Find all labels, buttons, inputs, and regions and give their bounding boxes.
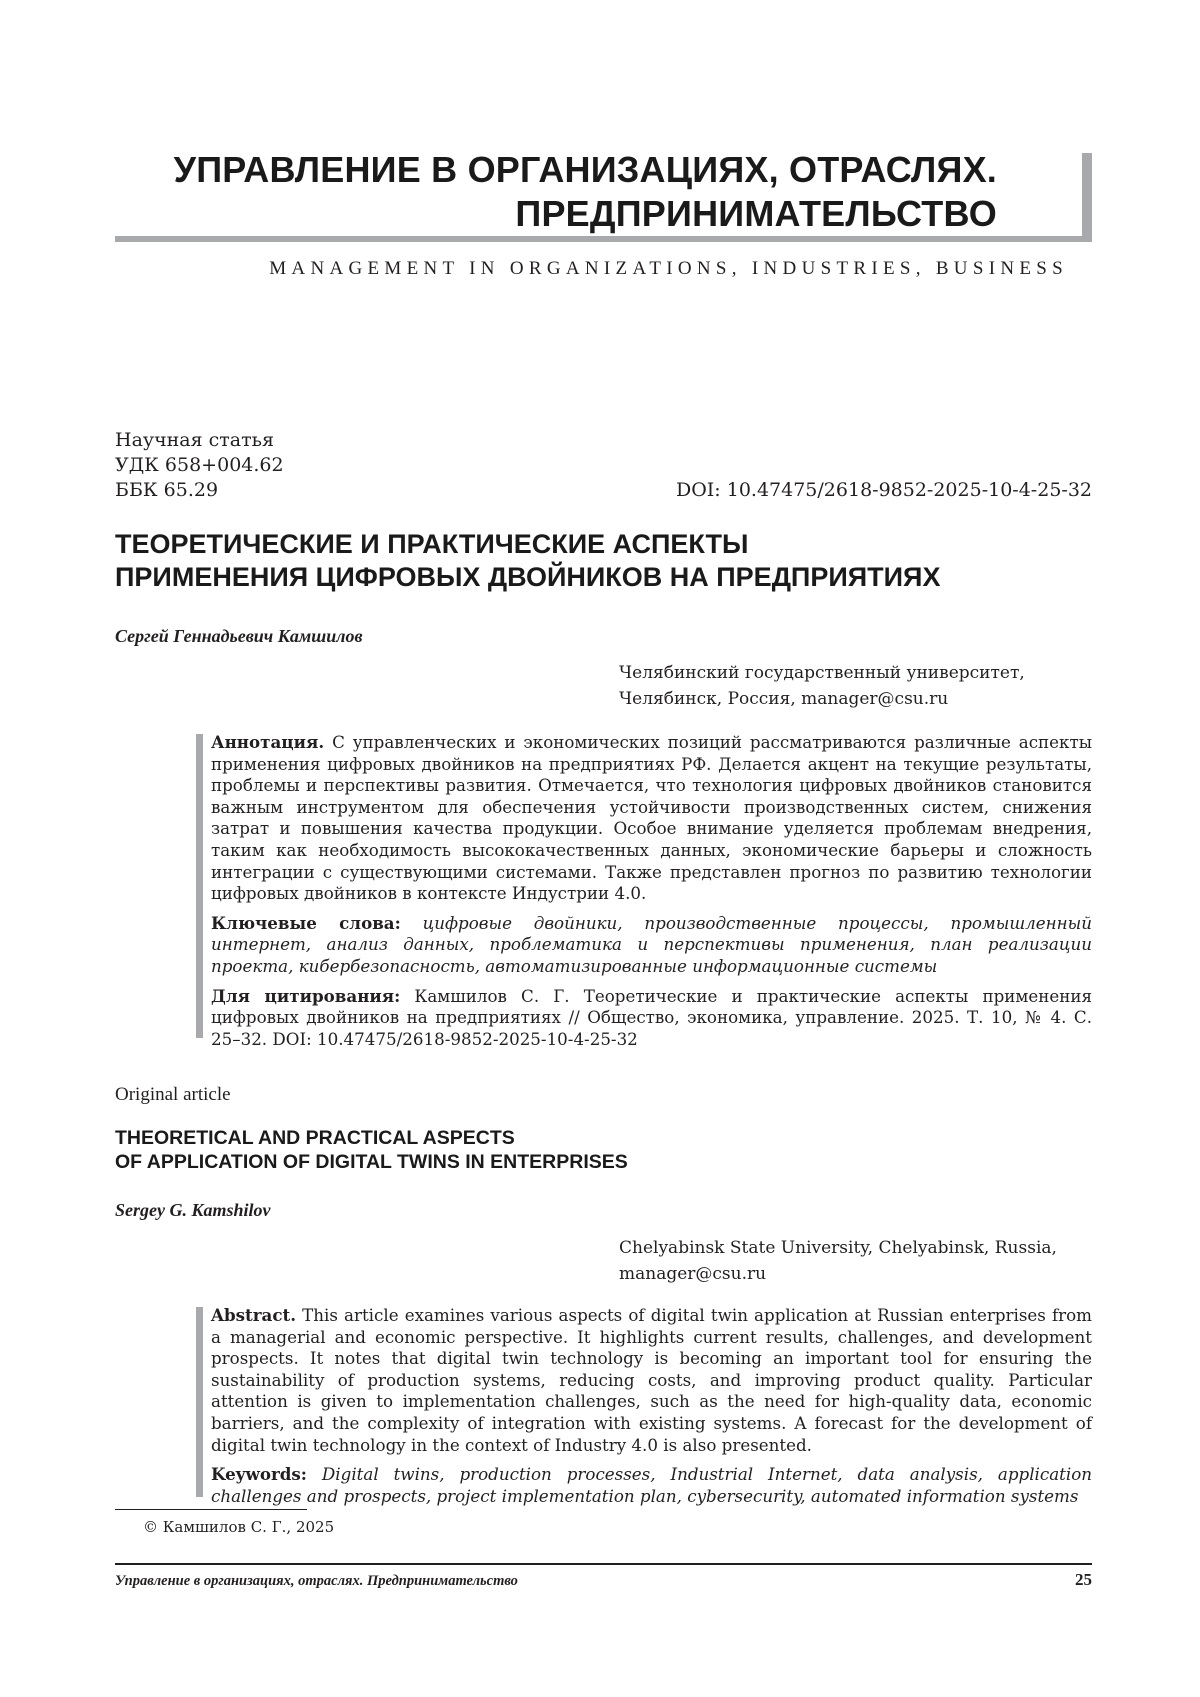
en-keywords-label: Keywords:: [211, 1464, 307, 1485]
ru-abstract: [211, 732, 1092, 905]
en-keywords-text: Digital twins, production processes, Industrial Internet, data analysis, application challenges and prospects, project implementation plan, cybersecurity, automated information systems: [211, 1464, 1092, 1506]
ru-abstract-block: [196, 732, 1092, 1058]
ru-keywords-label: Ключевые слова:: [211, 912, 401, 933]
title-decorative-horizontal-bar: [115, 236, 1092, 242]
ru-abstract-label: Аннотация.: [211, 732, 325, 752]
ru-affiliation-line2: Челябинск, Россия, manager@csu.ru: [619, 689, 949, 709]
doi: DOI: 10.47475/2618-9852-2025-10-4-25-32: [675, 479, 1092, 501]
en-keywords: [211, 1464, 1092, 1507]
ru-abstract-text: С управленческих и экономических позиций рассматриваются различные аспекты применения цифровых двойников на предприятиях РФ. Делается акцент на текущие результаты, проблемы и перспективы развития. Отмечается, что технология цифровых двойников становится важным инструментом для обеспечения устойчивости производственных систем, снижения затрат и повышения качества продукции. Особое внимание уделяется проблемам внедрения, таким как необходимость высококачественных данных, экономические барьеры и сложность интеграции с существующими системами. Также представлен прогноз по развитию технологии цифровых двойников в контексте Индустрии 4.0.: [211, 732, 1092, 904]
article-type: Научная статья: [115, 429, 274, 451]
en-title-line1: THEORETICAL AND PRACTICAL ASPECTS: [115, 1127, 515, 1149]
en-affiliation-line2: manager@csu.ru: [619, 1264, 767, 1284]
ru-citation-text: Камшилов С. Г. Теоретические и практические аспекты применения цифровых двойников на предприятиях // Общество, экономика, управление. 2025. Т. 10, № 4. С. 25–32. DOI: 10.47475/2618-9852-2025-10-4-25-32: [211, 985, 1092, 1049]
ru-affiliation: [619, 660, 1025, 712]
section-title-line2: ПРЕДПРИНИМАТЕЛЬСТВО: [515, 193, 997, 234]
en-abstract-text: This article examines various aspects of digital twin application at Russian enterprises from a managerial and economic perspective. It highlights current results, challenges, and development prospects. It notes that digital twin technology is becoming an important tool for ensuring the sustainability of production systems, reducing costs, and improving product quality. Particular attention is given to implementation challenges, such as the need for high-quality data, economic barriers, and the complexity of integration with existing systems. A forecast for the development of digital twin technology in the context of Industry 4.0 is also presented.: [211, 1305, 1092, 1455]
ru-title-line1: ТЕОРЕТИЧЕСКИЕ И ПРАКТИЧЕСКИЕ АСПЕКТЫ: [115, 529, 749, 559]
ru-keywords-text: цифровые двойники, производственные процессы, промышленный интернет, анализ данных, проблематика и перспективы применения, план реализации проекта, кибербезопасность, автоматизированные информационные системы: [211, 912, 1092, 976]
ru-citation: [211, 986, 1092, 1051]
footer-rule: [115, 1563, 1092, 1565]
en-affiliation: [619, 1235, 1057, 1287]
ru-affiliation-line1: Челябинский государственный университет,: [619, 663, 1025, 683]
ru-keywords: [211, 913, 1092, 978]
title-decorative-vertical-bar: [1082, 153, 1092, 241]
copyright: © Камшилов С. Г., 2025: [143, 1518, 335, 1536]
en-abstract-label: Abstract.: [211, 1305, 297, 1325]
ru-citation-label: Для цитирования:: [211, 985, 401, 1006]
en-article-title: [115, 1126, 1015, 1174]
section-subtitle: MANAGEMENT IN ORGANIZATIONS, INDUSTRIES, BUSINESS: [269, 258, 1068, 279]
en-affiliation-line1: Chelyabinsk State University, Chelyabinsk, Russia,: [619, 1238, 1057, 1258]
en-title-line2: OF APPLICATION OF DIGITAL TWINS IN ENTERPRISES: [115, 1151, 628, 1173]
en-abstract: [211, 1305, 1092, 1456]
article-meta: [115, 428, 284, 503]
ru-author: Сергей Геннадьевич Камшилов: [115, 626, 363, 646]
footer-journal-section: Управление в организациях, отраслях. Предпринимательство: [115, 1573, 518, 1589]
udk-code: УДК 658+004.62: [115, 454, 284, 476]
en-abstract-block: [196, 1305, 1092, 1515]
en-author: Sergey G. Kamshilov: [115, 1200, 271, 1220]
page-number: 25: [1075, 1570, 1092, 1589]
en-article-type: Original article: [115, 1084, 231, 1105]
ru-article-title: [115, 528, 1095, 594]
section-title-line1: УПРАВЛЕНИЕ В ОРГАНИЗАЦИЯХ, ОТРАСЛЯХ.: [173, 149, 997, 190]
section-title: [174, 148, 997, 236]
footnote-rule: [115, 1509, 307, 1510]
ru-title-line2: ПРИМЕНЕНИЯ ЦИФРОВЫХ ДВОЙНИКОВ НА ПРЕДПРИЯТИЯХ: [115, 562, 941, 592]
bbk-code: ББК 65.29: [115, 479, 219, 501]
